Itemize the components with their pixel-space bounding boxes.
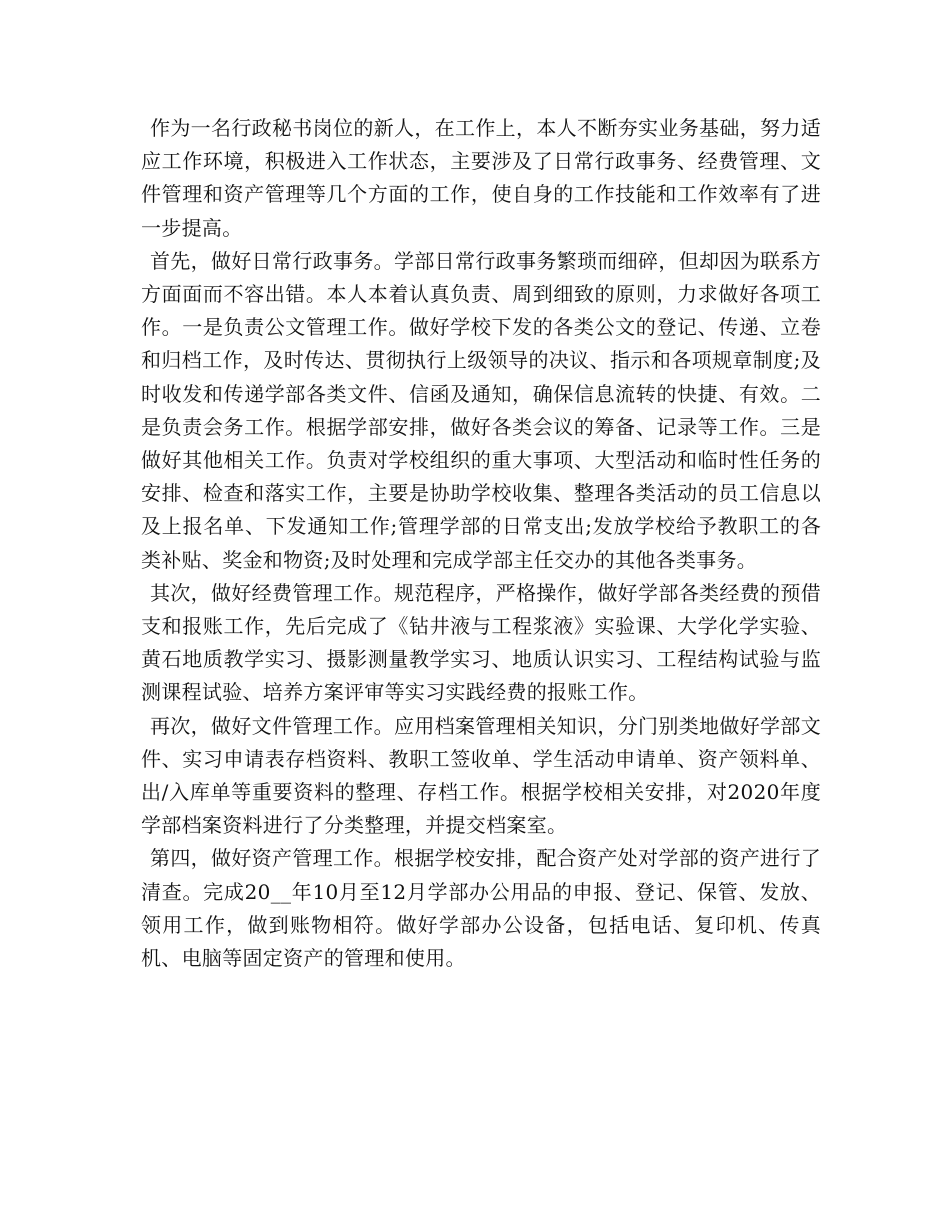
paragraph-asset-management: 第四，做好资产管理工作。根据学校安排，配合资产处对学部的资产进行了清查。完成20__年10月至12月学部办公用品的申报、登记、保管、发放、领用工作，做到账物相符。做好学部办公设备，包括电话、复印机、传真机、电脑等固定资产的管理和使用。: [141, 846, 821, 971]
document-body: [141, 112, 821, 975]
paragraph-file-management: 再次，做好文件管理工作。应用档案管理相关知识，分门别类地做好学部文件、实习申请表存档资料、教职工签收单、学生活动申请单、资产领料单、出/入库单等重要资料的整理、存档工作。根据学校相关安排，对2020年度学部档案资料进行了分类整理，并提交档案室。: [141, 713, 821, 838]
paragraph-administrative-affairs: 首先，做好日常行政事务。学部日常行政事务繁琐而细碎，但却因为联系方方面面而不容出错。本人本着认真负责、周到细致的原则，力求做好各项工作。一是负责公文管理工作。做好学校下发的各类公文的登记、传递、立卷和归档工作，及时传达、贯彻执行上级领导的决议、指示和各项规章制度;及时收发和传递学部各类文件、信函及通知，确保信息流转的快捷、有效。二是负责会务工作。根据学部安排，做好各类会议的筹备、记录等工作。三是做好其他相关工作。负责对学校组织的重大事项、大型活动和临时性任务的安排、检查和落实工作，主要是协助学校收集、整理各类活动的员工信息以及上报名单、下发通知工作;管理学部的日常支出;发放学校给予教职工的各类补贴、奖金和物资;及时处理和完成学部主任交办的其他各类事务。: [141, 248, 821, 572]
paragraph-funds-management: 其次，做好经费管理工作。规范程序，严格操作，做好学部各类经费的预借支和报账工作，先后完成了《钻井液与工程浆液》实验课、大学化学实验、黄石地质教学实习、摄影测量教学实习、地质认识实习、工程结构试验与监测课程试验、培养方案评审等实习实践经费的报账工作。: [141, 580, 821, 705]
paragraph-intro: 作为一名行政秘书岗位的新人，在工作上，本人不断夯实业务基础，努力适应工作环境，积极进入工作状态，主要涉及了日常行政事务、经费管理、文件管理和资产管理等几个方面的工作，使自身的工作技能和工作效率有了进一步提高。: [141, 116, 821, 240]
